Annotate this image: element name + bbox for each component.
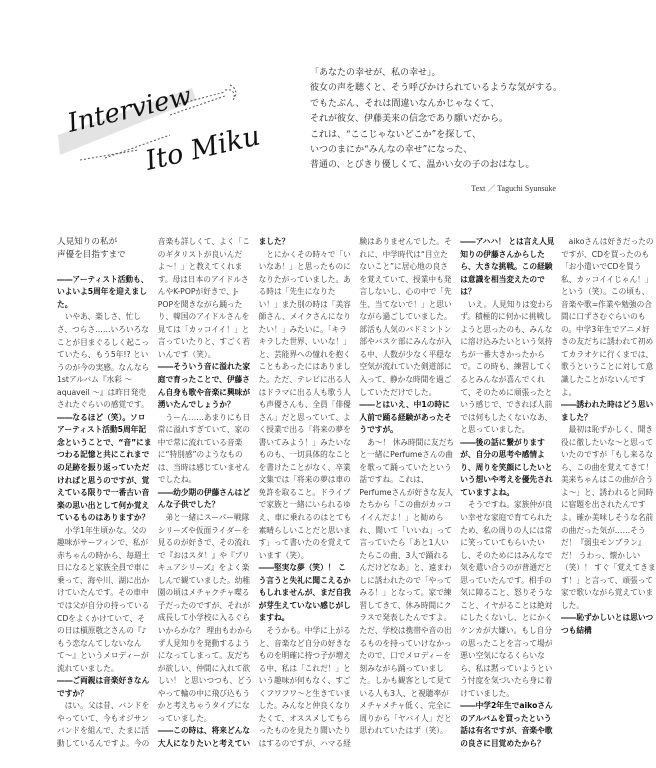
writer-credit: Text ／ Taguchi Syunsuke <box>471 184 556 193</box>
interview-answer: そうかも。中学に上がると、音楽など自分の好きなものを明確に持つ子が増える中、私は「これだ！」という趣味が何もなく、すごくフワフワ〜と生きていました。みんなと仲良くなりたくて、オススメしてもらったものを見たり聞いたりはするのですが、ハマる経験はありませんでした。それに、中学時代は“目立たないこと”に居心地の良さを覚えていて、授業中も発言しないし、心の中で「先生、当てないで！」と思いながら過ごしていました。部活も人気のバドミントン部やバスケ部にみんなが入る中、人数が少なく平穏な空気が流れていた剣道部に入って、静かな時間を過ごしていただけでした。 <box>258 237 452 748</box>
title-interview: Interview <box>64 81 195 139</box>
interview-question: ――堅実な夢（笑）！ こう言うと失礼に聞こえるかもしれませんが、まだ自我が芽生えていない感じがしますね。 <box>258 563 351 623</box>
interview-question: ――後の話に繋がりますが、自分の思考や感情より、周りを笑顔にしたいという想いや考えを優先されていますよね。 <box>460 437 553 497</box>
interview-answer: そうですね。家族仲が良い幸せな家庭で育てられたため、私の周りの人には常に笑っていてもらいたいし、そのためにはみんなで気を遣い合うのが普通だと思っていたんです。相手の気に障ること、怒りそうなこと、イヤがることは絶対にしたくないし、とにかくケンカが大嫌い。もし自分の思ったことを言って場が悪い空気になるくらいなら、私は黙っていようという忖度を気づいたら身に着けていました。 <box>460 500 553 698</box>
interview-body <box>57 236 656 758</box>
interview-answer: いやあ、楽しさ、忙しさ、つらさ……いろいろなことが目まぐるしく起こっていたら、もう5年!? というのが今の実感。なんなら1stアルバム『水彩 〜 aquaveil 〜』は昨日発売されたぐらいの感覚です。 <box>57 312 150 410</box>
intro-line: 普通の、とびきり優しくて、温かい女の子のおはなし。 <box>310 160 535 171</box>
intro-lead <box>310 66 590 174</box>
section-heading-line: 声優を目指すまで <box>57 249 126 260</box>
interview-question: ――ご両親は音楽好きなんですか？ <box>57 676 150 698</box>
interview-answer: あ〜！ 休み時間に友だちと一緒にPerfumeさんの曲を歌って踊っていたという話ですね。これは、Perfumeさんが好きな友人たちから「この曲がカッコイイんだよ！」と勧められ、聞いて「いいね」って言っていたら「あと1人いたらこの曲、3人で踊れるんだけどなあ」と、遠まわしに誘われたので「やってみる！」となって。家で練習してきて、休み時間にクラスで発表したんですよ。ただ、学校は携帯や音の出るものを持っていけなかったので、口でメロディーを刻みながら踊っていました。しかも観客として見ている人も3人、と視聴率がメチャメチャ低く、完全に周りから「ヤバイ人」だと思われていたはず（笑）。 <box>359 437 455 736</box>
interview-title-logo <box>20 60 270 240</box>
interview-question: ――アーティスト活動も、いよいよ5周年を迎えました。 <box>57 274 149 309</box>
interview-question: ――誘われた時はどう思いました？ <box>560 400 654 422</box>
interview-question: ――この時は、将来どんな大人になりたいと考えていました？ <box>157 237 290 748</box>
intro-line: でもたぶん、それは間違いなんかじゃなくて、 <box>310 98 500 109</box>
section-heading <box>57 236 152 261</box>
intro-line: 「あなたの幸せが、私の幸せ」。 <box>310 68 441 78</box>
intro-line: いつのまにか“みんなの幸せ”になった、 <box>310 145 473 156</box>
interview-answer: 弟と一緒にスーパー戦隊シリーズや仮面ライダーを見るのが好きで、その流れで『おはスタ！』や『プリキュアシリーズ』をよく楽しんで観ていました。幼稚園の頃はメチャクチャ喋る子だったのですが、それが成長して小学校に入るぐらいからかな？ 理由もわからず人見知りを発動するようになってしまって。友だちが欲しい、仲間に入れて欲しい！ と思いつつも、どうやって輪の中に飛び込もうかと考えちゃうタイプになっていました。 <box>157 513 253 723</box>
dotted-swirl <box>225 85 236 100</box>
interview-answer: 小学1年生頃かな。父の趣味がサーフィンで、私が赤ちゃんの時から、毎週土日になると家族全員で車に乗って、海や川、湖に出かけていたんです。その車中では父が自分の持っているCDをよくかけていて、その日は槇原敬之さんの『♪もう恋なんてしないなんて〜』というメロディーが流れていました。 <box>57 525 150 673</box>
interview-question: ――中学2年生でaikoさんのアルバムを買ったという話は有名ですが、音楽や歌の良さに目覚めたから？ <box>460 701 553 748</box>
intro-line: それが彼女、伊藤美来の信念であり願いだから。 <box>310 114 509 125</box>
section-heading-line: 人見知りの私が <box>57 237 118 247</box>
interview-answer: とにかくその時々で「いいなあ！」と思ったものになりたがっていました。ある時は「先生になりたい！」また別の時は「美容師さん、メイクさんになりたい！」みたいに。「キラキラした世界、いいな！」と、芸能界への憧れを抱くこともあったにはありました。ただ、テレビに出る人はドラマに出る人も歌う人も声優さんも、全員「俳優さん」だと思っていて、よく授業で出る「将来の夢を書いてみよう！」みたいなものも、一切具体的なことを書けたことがなく、卒業文集では「将来の夢は車の免許を取ること。ドライブで家族と一緒にいられるゆえ、車に乗れるのはとても素晴らしいことだと思います」って書いたのを覚えています（笑）。 <box>258 249 352 560</box>
interview-answer: はい。父は昔、バンドをやっていて、今もオジサンバンドを組んで、たまに活動しているんですよ。今の音楽も詳しくて、よく「このギタリストが良いんだよ〜！」と教えてくれます。母は日本のアイドルさんやK-POPが好きで、J-POPを聞きながら踊ったり、韓国のアイドルさんを見ては「カッコイイ！」と言っていたりと、すごく若いんです（笑）。 <box>57 237 251 749</box>
intro-line: これは、“ここじゃないどこか”を探して、 <box>310 129 482 140</box>
interview-question: ――なるほど（笑）。ソロアーティスト活動5周年記念ということで、“音”にまつわる記憶と共にこれまでの足跡を振り返っていただければと思うのですが、覚えている限りで一番古い音楽の思い出として何か覚えているものはありますか？ <box>57 412 152 523</box>
interview-answer: いえ。人見知りは変わらず。積極的に何かに挑戦しようと思ったのも、みんなに溶け込みたいという気持ちが一番大きかったからで。この時も、練習してくるとみんなが喜んでくれて、そのために頑張ったという感じで、できれば人前では何もしたくないなあ、と思っていました。 <box>460 299 553 435</box>
title-logo-graphic <box>20 60 270 240</box>
interview-question: ――アハハ！ とは言え人見知りの伊藤さんからしたら、大きな挑戦。この経験は意識を相当変えたのでは？ <box>460 237 555 297</box>
interview-question: ――恥ずかしいとは思いつつも結構 <box>560 613 654 635</box>
interview-answer: aikoさんは好きだったのですが、CDを買ったのも「お小遣いでCDを買う私、カッコイイじゃん！」という（笑）。この頃も、音楽や歌=作業や勉強の合間に口ずさむぐらいのもの。中学3年生でアニメ好きの友だちに誘われて初めてカラオケに行くまでは、歌うということに対して意識したことがないんですよ。 <box>560 237 654 397</box>
interview-question: ――幼少期の伊藤さんはどんな子供でした？ <box>157 487 251 510</box>
interview-answer: 最初は恥ずかしく、聞き役に徹したいな〜と思っていたのですが「もし来るなら、この曲を覚えてきて！ 美来ちゃんはこの曲が合うよ〜」と、誘われると同時に宿題を出されたんですよ。確か美味しそうな名前の曲だった気が……そうだ！『弱虫モンブラン』だ！ うわっ、懐かしい（笑）！ すぐ「覚えてきます！」と言って、頑張って家で歌いながら覚えていました。 <box>560 425 656 610</box>
title-name: Ito Miku <box>142 120 263 177</box>
intro-line: 彼女の声を聴くと、そう呼びかけられているような気がする。 <box>310 83 563 94</box>
interview-question: ――そういう音に溢れた家庭で育ったことで、伊藤さん自身も歌や音楽に興味が湧いたんでしょうか？ <box>157 362 251 410</box>
interview-answer: うーん……あまりにも日常に溢れすぎていて、家の中で常に流れている音楽に“特別感”のようなものは、当時は感じていませんでしたね。 <box>157 412 251 485</box>
interview-question: ――とはいえ、中1の時に人前で踊る経験があったそうですが。 <box>359 400 452 435</box>
